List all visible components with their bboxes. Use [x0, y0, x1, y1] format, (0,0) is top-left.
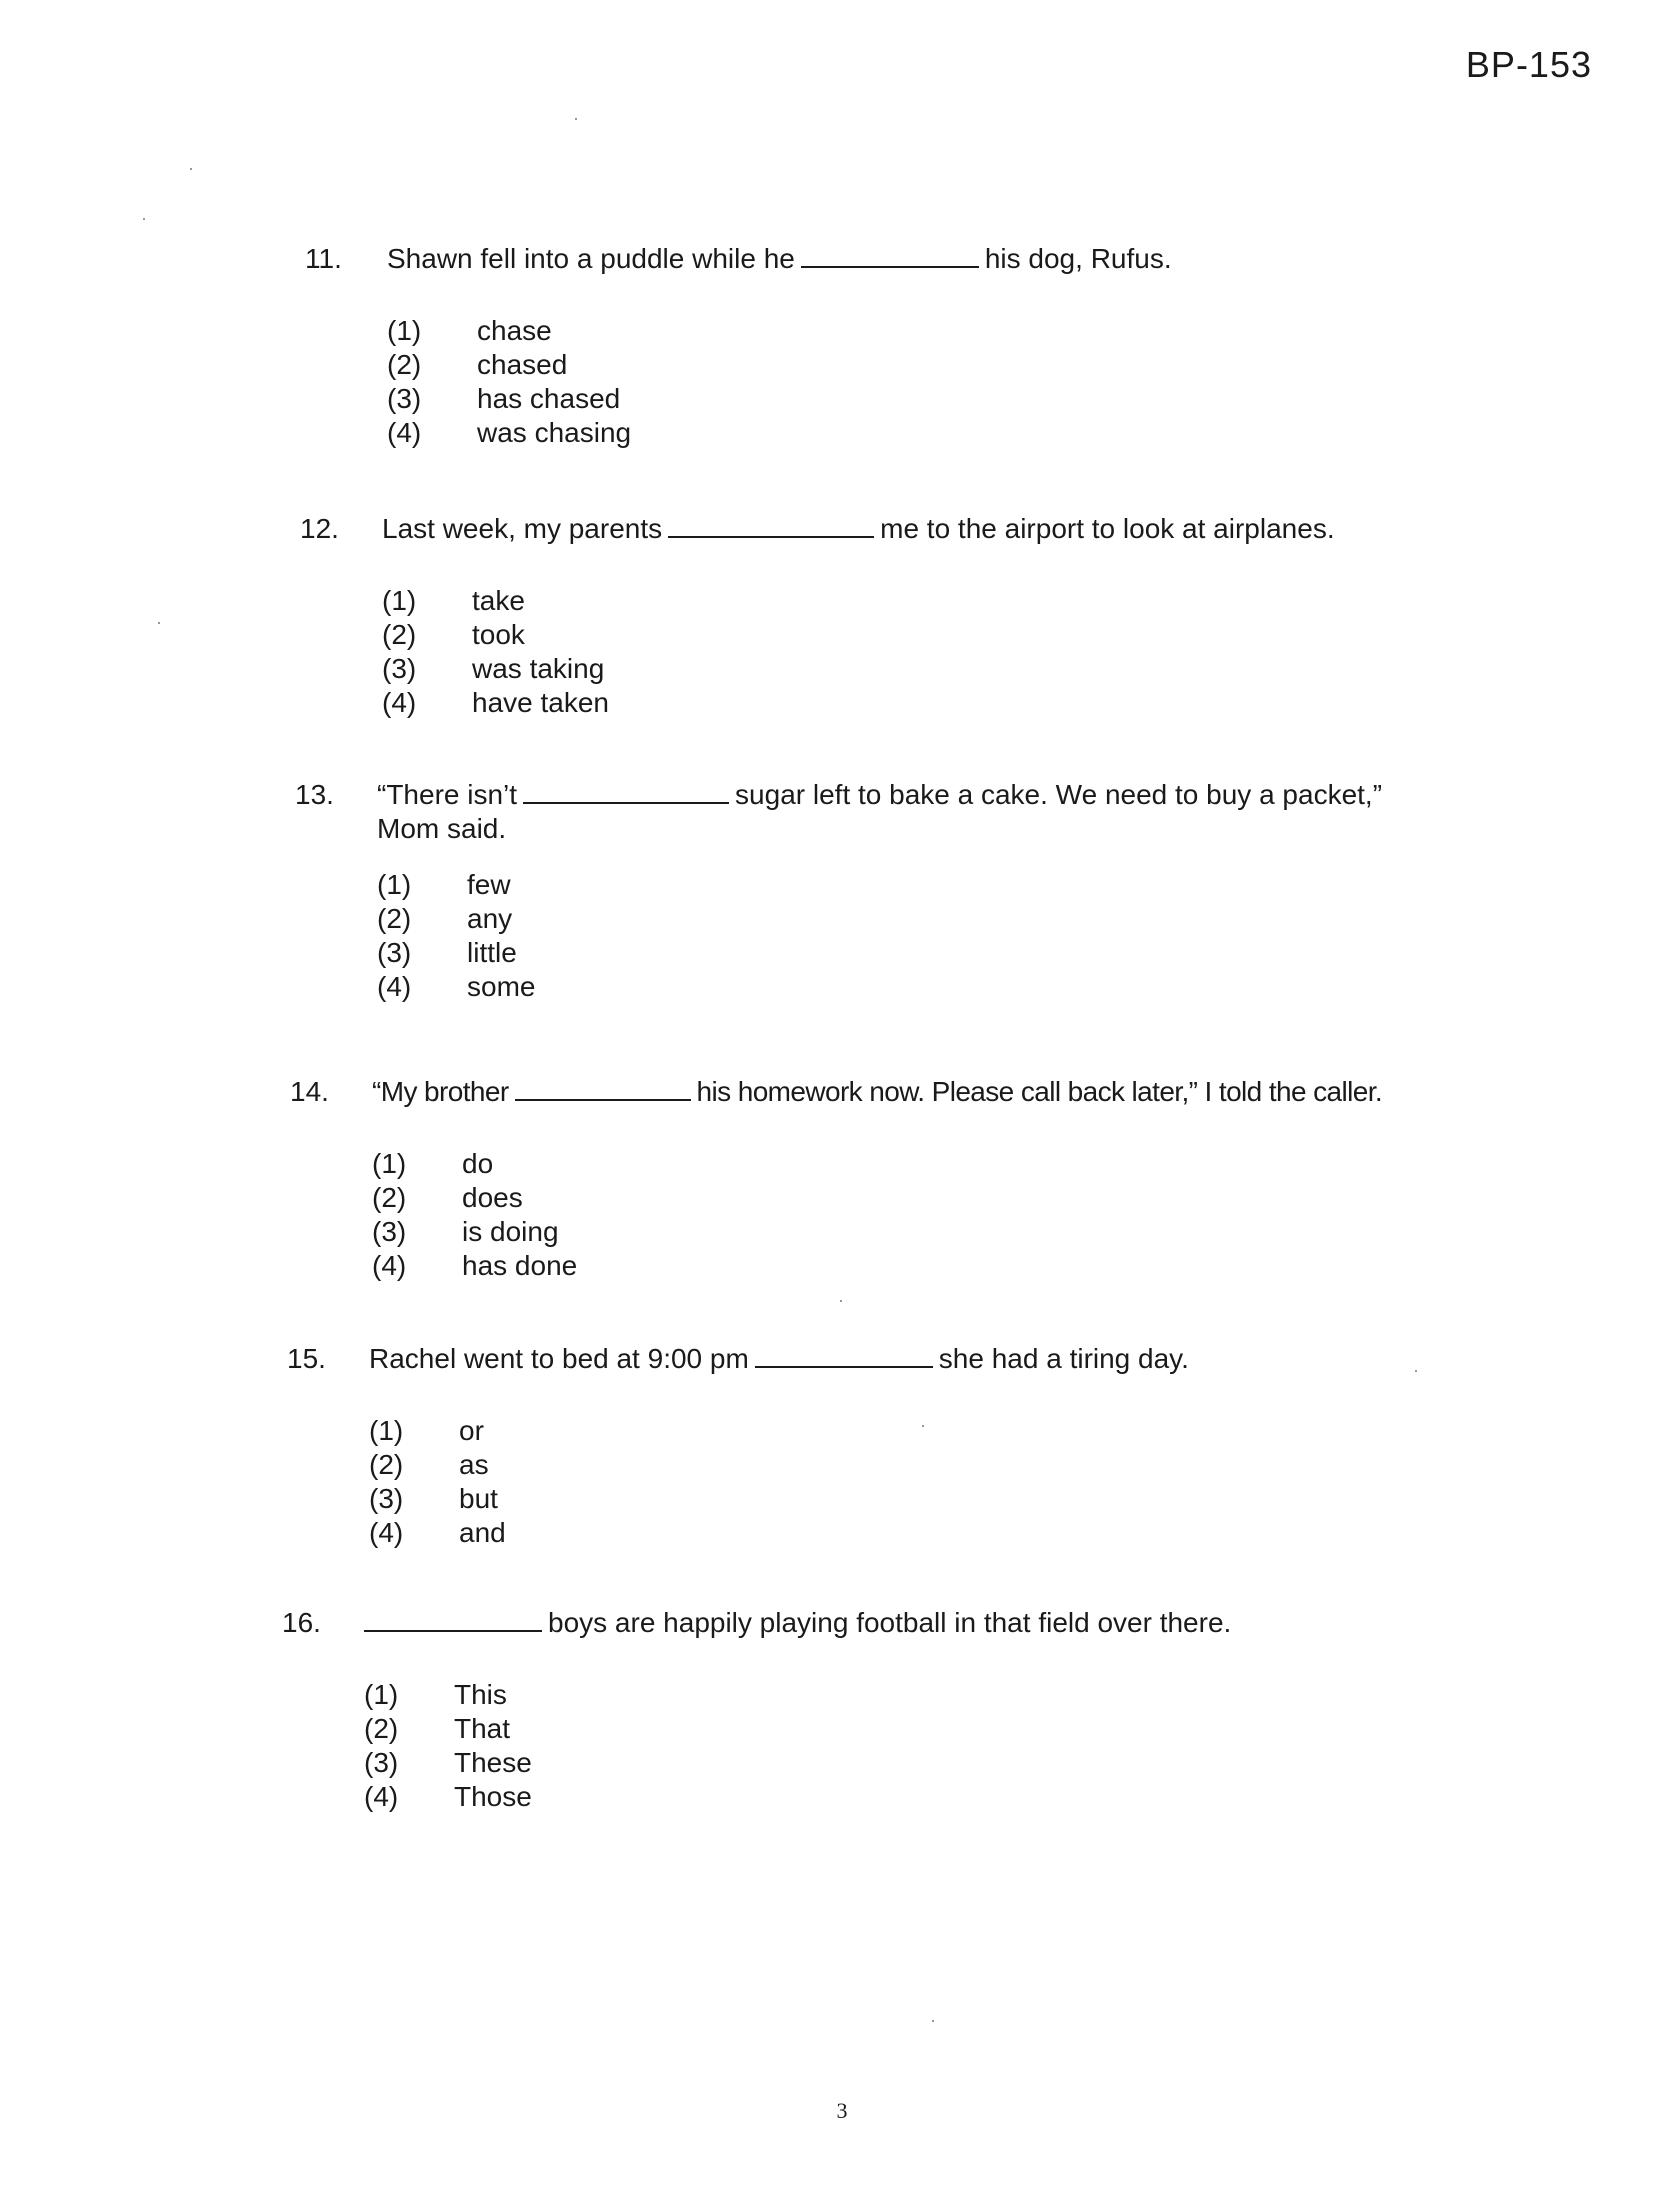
option-3 [369, 1482, 1507, 1516]
option-text: as [459, 1449, 489, 1480]
question-stem [372, 1075, 1382, 1109]
option-2 [377, 902, 1545, 936]
option-list [377, 868, 1545, 1004]
stem-before: “There isn’t [377, 779, 518, 810]
option-3 [387, 382, 1505, 416]
option-label: (2) [387, 349, 422, 380]
scan-speck [190, 168, 192, 170]
option-1 [372, 1147, 1550, 1181]
option-text: do [462, 1148, 494, 1179]
option-text: take [472, 585, 525, 616]
option-text: some [467, 971, 536, 1002]
option-text: was chasing [477, 417, 632, 448]
option-3 [372, 1215, 1550, 1249]
option-text: was taking [472, 653, 605, 684]
option-label: (1) [372, 1148, 407, 1179]
option-label: (2) [364, 1713, 399, 1744]
option-text: This [454, 1679, 507, 1710]
option-label: (3) [382, 653, 417, 684]
option-label: (4) [377, 971, 412, 1002]
question-stem [377, 778, 1382, 846]
option-label: (1) [377, 869, 412, 900]
answer-blank [668, 514, 874, 538]
option-1 [377, 868, 1545, 902]
option-2 [364, 1712, 1502, 1746]
option-4 [377, 970, 1545, 1004]
question-number: 15. [287, 1343, 326, 1374]
scan-speck [932, 2020, 934, 2022]
option-label: (3) [364, 1747, 399, 1778]
option-4 [369, 1516, 1507, 1550]
stem-after: his homework now. Please call back later,” I told the caller. [696, 1076, 1383, 1107]
option-text: and [459, 1517, 506, 1548]
question-14 [290, 1075, 1550, 1283]
option-list [364, 1678, 1502, 1814]
option-3 [364, 1746, 1502, 1780]
option-1 [364, 1678, 1502, 1712]
stem-before: Last week, my parents [382, 513, 663, 544]
question-15 [287, 1342, 1507, 1550]
stem-after: she had a tiring day. [938, 1343, 1189, 1374]
option-label: (4) [364, 1781, 399, 1812]
option-text: little [467, 937, 517, 968]
option-label: (4) [369, 1517, 404, 1548]
question-number: 14. [290, 1076, 329, 1107]
option-text: has done [462, 1250, 578, 1281]
option-2 [372, 1181, 1550, 1215]
stem-after: sugar left to bake a cake. We need to buy a packet,” [735, 779, 1383, 810]
question-stem [364, 1606, 1231, 1640]
answer-blank [364, 1608, 542, 1632]
option-label: (4) [372, 1250, 407, 1281]
option-label: (1) [382, 585, 417, 616]
question-stem [387, 242, 1172, 276]
stem-after: his dog, Rufus. [984, 243, 1172, 274]
scan-speck [840, 1300, 842, 1302]
option-2 [387, 348, 1505, 382]
option-1 [382, 584, 1510, 618]
question-13 [295, 778, 1545, 1004]
option-text: does [462, 1182, 523, 1213]
option-list [369, 1414, 1507, 1550]
question-11 [305, 242, 1505, 450]
stem-after: boys are happily playing football in that field over there. [548, 1607, 1232, 1638]
page-code: BP-153 [1465, 44, 1592, 85]
question-12 [300, 512, 1510, 720]
stem-before: “My brother [372, 1076, 509, 1107]
option-4 [372, 1249, 1550, 1283]
option-label: (1) [369, 1415, 404, 1446]
option-label: (3) [372, 1216, 407, 1247]
option-label: (2) [369, 1449, 404, 1480]
option-4 [382, 686, 1510, 720]
option-label: (4) [387, 417, 422, 448]
option-1 [369, 1414, 1507, 1448]
option-label: (1) [364, 1679, 399, 1710]
option-label: (2) [372, 1182, 407, 1213]
stem-before: Shawn fell into a puddle while he [387, 243, 795, 274]
answer-blank [515, 1077, 691, 1101]
scan-speck [158, 622, 160, 624]
scan-speck [575, 118, 577, 120]
question-number: 16. [282, 1607, 321, 1638]
option-text: few [467, 869, 511, 900]
option-1 [387, 314, 1505, 348]
stem-before: Rachel went to bed at 9:00 pm [369, 1343, 749, 1374]
option-3 [382, 652, 1510, 686]
option-text: chase [477, 315, 552, 346]
stem-after: me to the airport to look at airplanes. [880, 513, 1335, 544]
answer-blank [755, 1344, 933, 1368]
option-list [372, 1147, 1550, 1283]
option-label: (3) [387, 383, 422, 414]
scan-speck [143, 218, 145, 220]
option-list [387, 314, 1505, 450]
option-2 [369, 1448, 1507, 1482]
option-label: (3) [377, 937, 412, 968]
option-text: any [467, 903, 513, 934]
option-text: chased [477, 349, 568, 380]
option-3 [377, 936, 1545, 970]
question-number: 11. [305, 243, 342, 274]
question-stem [382, 512, 1335, 546]
option-label: (2) [382, 619, 417, 650]
answer-blank [523, 780, 729, 804]
question-16 [282, 1606, 1502, 1814]
option-text: Those [454, 1781, 532, 1812]
option-label: (3) [369, 1483, 404, 1514]
option-text: That [454, 1713, 511, 1744]
option-label: (4) [382, 687, 417, 718]
option-text: took [472, 619, 525, 650]
page-number: 3 [836, 2098, 848, 2123]
option-text: have taken [472, 687, 609, 718]
option-2 [382, 618, 1510, 652]
option-text: but [459, 1483, 498, 1514]
option-text: has chased [477, 383, 621, 414]
option-text: These [454, 1747, 532, 1778]
question-stem [369, 1342, 1189, 1376]
option-4 [364, 1780, 1502, 1814]
option-text: is doing [462, 1216, 559, 1247]
answer-blank [801, 244, 979, 268]
option-4 [387, 416, 1505, 450]
option-label: (2) [377, 903, 412, 934]
stem-line-2: Mom said. [377, 813, 507, 844]
question-number: 13. [295, 779, 334, 810]
option-label: (1) [387, 315, 422, 346]
option-list [382, 584, 1510, 720]
question-number: 12. [300, 513, 339, 544]
option-text: or [459, 1415, 484, 1446]
